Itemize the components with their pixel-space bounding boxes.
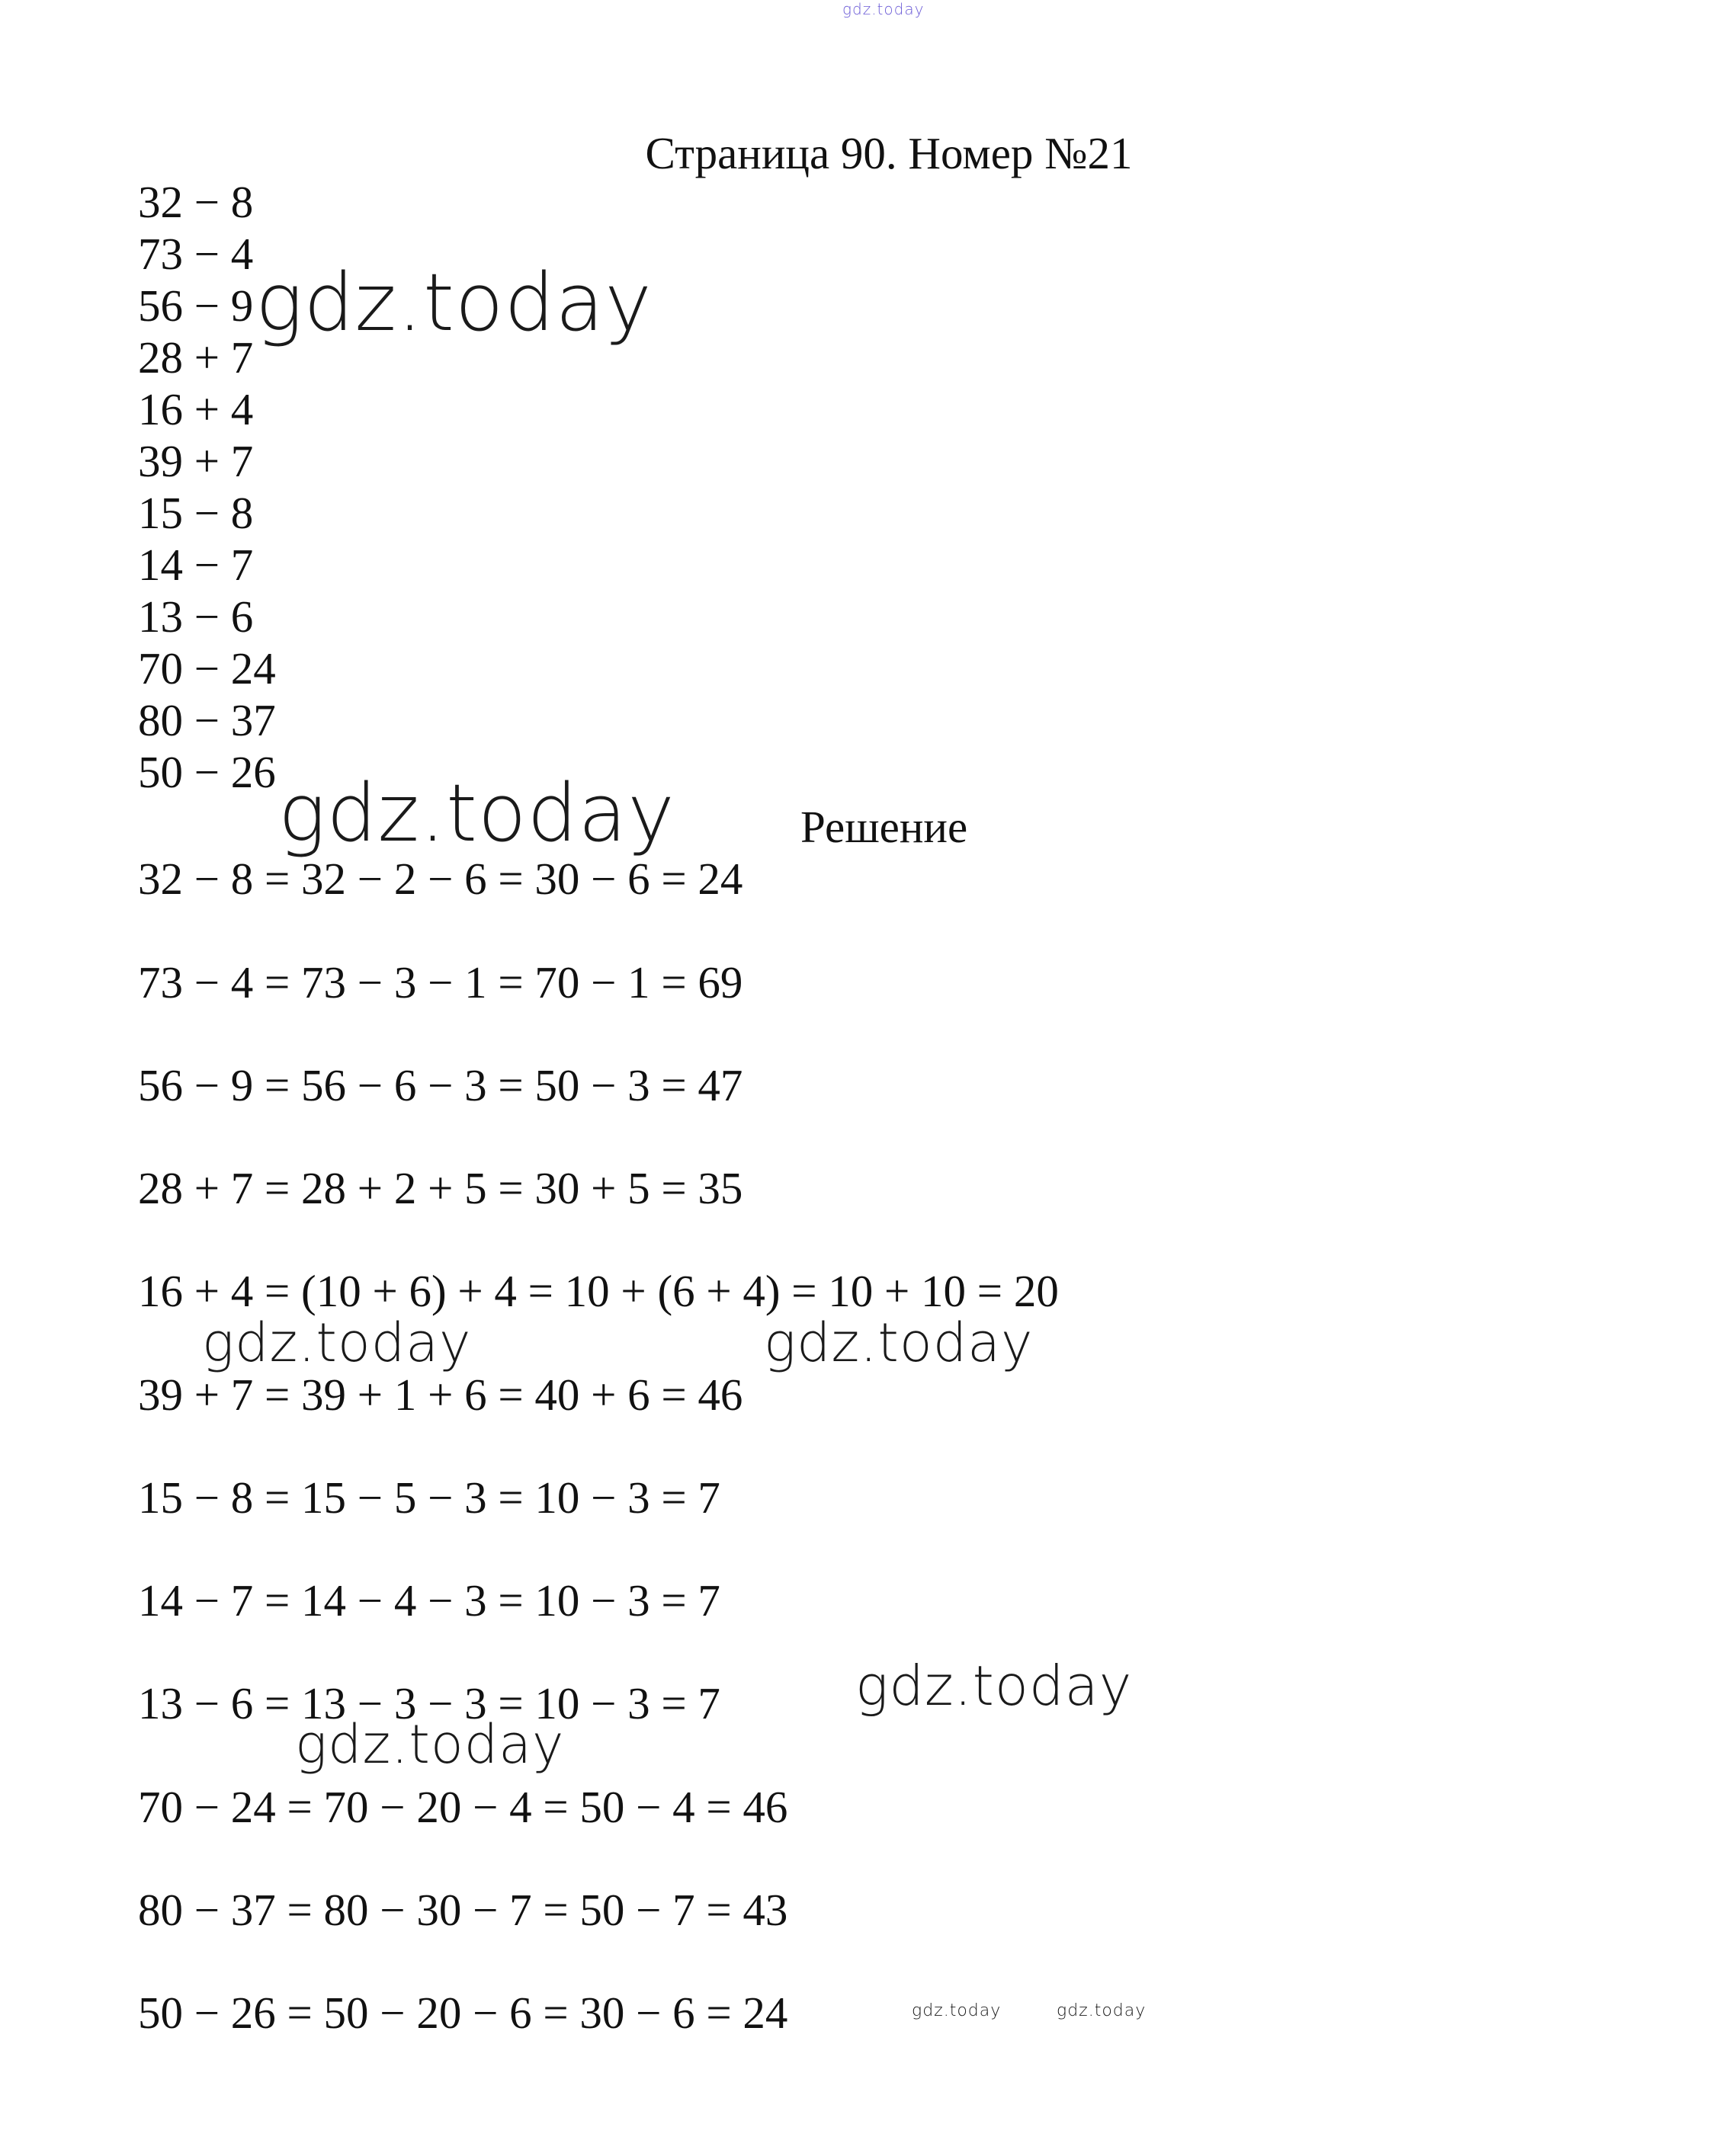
problem-item: 32 − 8: [138, 177, 254, 227]
solution-line: 50 − 26 = 50 − 20 − 6 = 30 − 6 = 24: [138, 1988, 788, 2038]
watermark: gdz.today: [202, 1312, 472, 1374]
watermark: gdz.today: [295, 1713, 565, 1776]
solution-line: 56 − 9 = 56 − 6 − 3 = 50 − 3 = 47: [138, 1060, 743, 1110]
solution-line: 39 + 7 = 39 + 1 + 6 = 40 + 6 = 46: [138, 1370, 743, 1420]
problem-item: 14 − 7: [138, 540, 254, 590]
solution-heading: Решение: [800, 802, 968, 852]
problem-item: 70 − 24: [138, 643, 276, 694]
solution-line: 70 − 24 = 70 − 20 − 4 = 50 − 4 = 46: [138, 1782, 788, 1832]
solution-line: 14 − 7 = 14 − 4 − 3 = 10 − 3 = 7: [138, 1575, 720, 1626]
problem-item: 80 − 37: [138, 695, 276, 745]
problem-item: 16 + 4: [138, 384, 254, 434]
watermark: gdz.today: [764, 1312, 1034, 1374]
watermark: gdz.today: [855, 1654, 1133, 1718]
watermark-top: gdz.today: [842, 0, 925, 18]
watermark: gdz.today: [1057, 2001, 1147, 2020]
solution-line: 73 − 4 = 73 − 3 − 1 = 70 − 1 = 69: [138, 957, 743, 1008]
watermark: gdz.today: [255, 256, 653, 349]
page-title: Страница 90. Номер №21: [645, 128, 1133, 178]
problem-item: 39 + 7: [138, 436, 254, 486]
problem-item: 28 + 7: [138, 332, 254, 383]
problem-item: 56 − 9: [138, 280, 254, 331]
problem-item: 50 − 26: [138, 747, 276, 797]
problem-item: 13 − 6: [138, 591, 254, 642]
solution-line: 13 − 6 = 13 − 3 − 3 = 10 − 3 = 7: [138, 1678, 720, 1728]
problem-item: 73 − 4: [138, 229, 254, 279]
watermark: gdz.today: [278, 767, 675, 860]
problem-item: 15 − 8: [138, 488, 254, 538]
watermark: gdz.today: [912, 2001, 1002, 2020]
solution-line: 16 + 4 = (10 + 6) + 4 = 10 + (6 + 4) = 10 + 10 = 20: [138, 1266, 1059, 1316]
solution-line: 15 − 8 = 15 − 5 − 3 = 10 − 3 = 7: [138, 1472, 720, 1523]
solution-line: 80 − 37 = 80 − 30 − 7 = 50 − 7 = 43: [138, 1885, 788, 1935]
solution-line: 32 − 8 = 32 − 2 − 6 = 30 − 6 = 24: [138, 854, 743, 904]
solution-line: 28 + 7 = 28 + 2 + 5 = 30 + 5 = 35: [138, 1163, 743, 1213]
